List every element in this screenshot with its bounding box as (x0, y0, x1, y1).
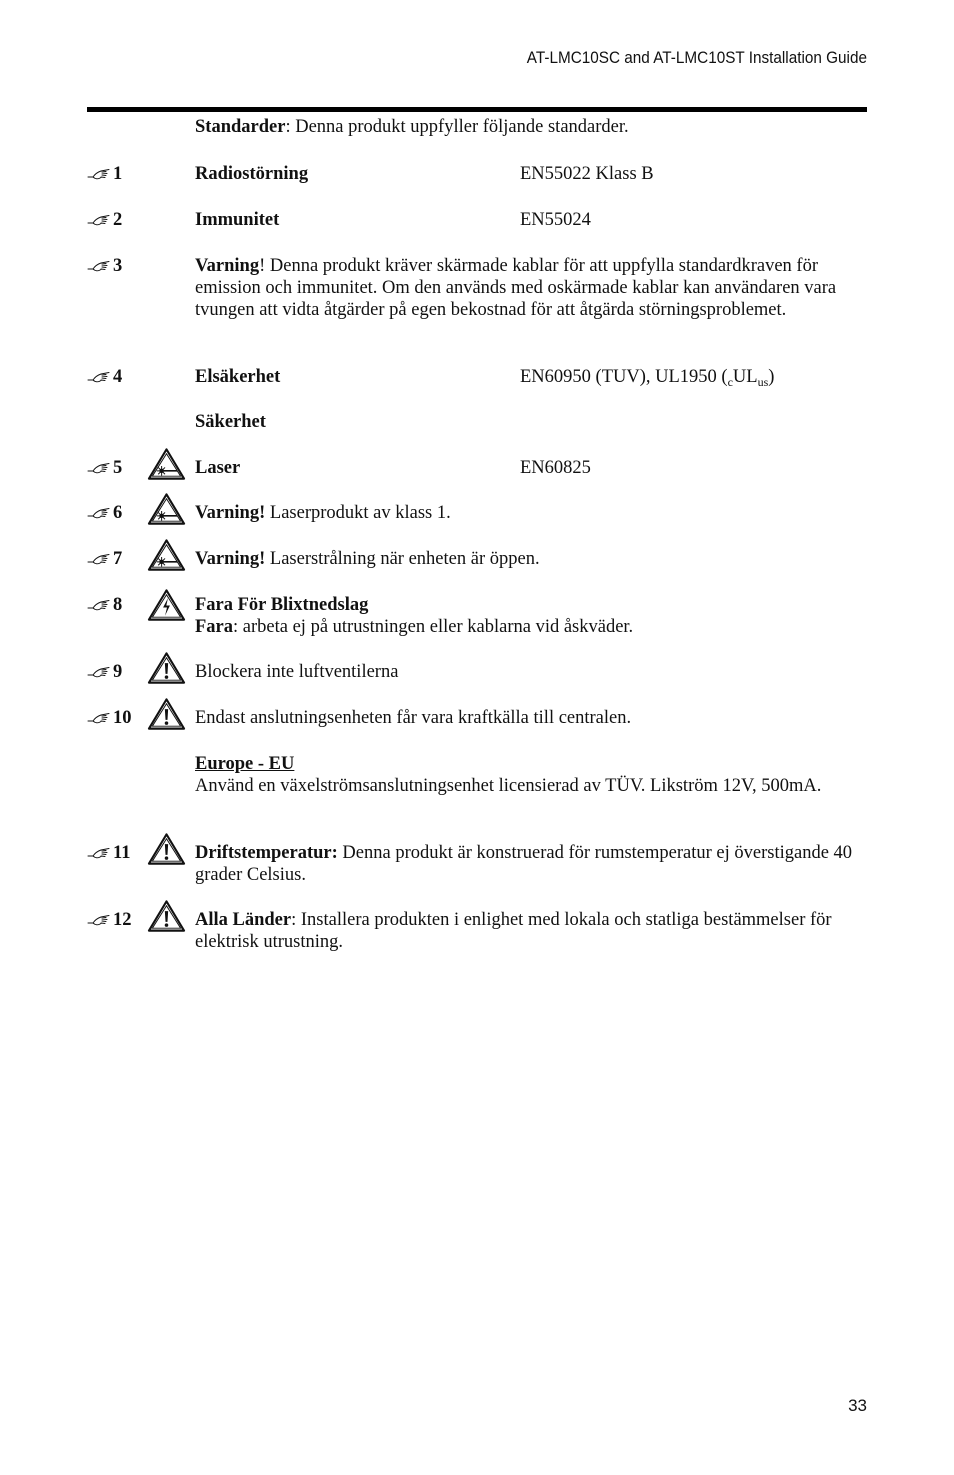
safety-heading: Säkerhet (195, 412, 266, 432)
pointing-hand-icon (87, 370, 111, 384)
pointing-hand-icon (87, 846, 111, 860)
lightning-warning-icon (147, 588, 186, 622)
intro-label: Standarder (195, 117, 286, 137)
europe-text: Använd en växelströmsanslutningsenhet licensierad av TÜV. Likström 12V, 500mA. (195, 776, 822, 796)
item-12-marker: 12 (87, 909, 132, 931)
pointing-hand-icon (87, 598, 111, 612)
page-number: 33 (848, 1396, 867, 1415)
exclamation-warning-icon (147, 651, 186, 685)
item-2-marker: 2 (87, 209, 122, 231)
item-7-text: Varning! Laserstrålning när enheten är öppen. (195, 549, 540, 569)
item-5-value: EN60825 (520, 458, 591, 478)
exclamation-warning-icon (147, 697, 186, 731)
item-2-value: EN55024 (520, 210, 591, 230)
item-11-marker: 11 (87, 842, 130, 864)
pointing-hand-icon (87, 167, 111, 181)
pointing-hand-icon (87, 213, 111, 227)
pointing-hand-icon (87, 461, 111, 475)
item-10-text: Endast anslutningsenheten får vara kraftkälla till centralen. (195, 708, 632, 728)
item-1-marker: 1 (87, 163, 122, 185)
pointing-hand-icon (87, 665, 111, 679)
item-6-marker: 6 (87, 502, 122, 524)
item-9-text: Blockera inte luftventilerna (195, 662, 399, 682)
item-6-text: Varning! Laserprodukt av klass 1. (195, 503, 451, 523)
exclamation-warning-icon (147, 832, 186, 866)
item-1-value: EN55022 Klass B (520, 164, 654, 184)
item-7-marker: 7 (87, 548, 122, 570)
pointing-hand-icon (87, 711, 111, 725)
laser-warning-icon (147, 538, 186, 572)
item-10-marker: 10 (87, 707, 132, 729)
laser-warning-icon (147, 492, 186, 526)
item-9-marker: 9 (87, 661, 122, 683)
pointing-hand-icon (87, 259, 111, 273)
page-header-title: AT-LMC10SC and AT-LMC10ST Installation Guide (526, 48, 867, 67)
item-5-label: Laser (195, 458, 241, 478)
exclamation-warning-icon (147, 899, 186, 933)
intro-text: Standarder: Denna produkt uppfyller följande standarder. (195, 117, 629, 137)
item-8-text: Fara För Blixtnedslag Fara: arbeta ej på utrustningen eller kablarna vid åskväder. (195, 595, 634, 637)
item-3-marker: 3 (87, 255, 122, 277)
item-2-label: Immunitet (195, 210, 280, 230)
laser-warning-icon (147, 447, 186, 481)
item-5-marker: 5 (87, 457, 122, 479)
item-3-text: Varning! Denna produkt kräver skärmade kablar för att uppfylla standardkraven för emission och immunitet. Om den används med oskärmade kablar kan användaren vara tvungen att vidta åtgärder på egen bekostnad för att åtgärda störningsproblemet. (195, 256, 837, 320)
pointing-hand-icon (87, 913, 111, 927)
item-4-marker: 4 (87, 366, 122, 388)
item-8-marker: 8 (87, 594, 122, 616)
europe-heading: Europe - EU (195, 754, 295, 774)
header-rule (87, 107, 867, 112)
item-1-label: Radiostörning (195, 164, 309, 184)
item-11-text: Driftstemperatur: Denna produkt är konstruerad för rumstemperatur ej överstigande 40 grader Celsius. (195, 843, 853, 885)
item-4-label: Elsäkerhet (195, 367, 281, 387)
pointing-hand-icon (87, 552, 111, 566)
item-4-value: EN60950 (TUV), UL1950 $(_cUL_{us})$ (520, 367, 775, 389)
item-12-text: Alla Länder: Installera produkten i enlighet med lokala och statliga bestämmelser för elektrisk utrustning. (195, 910, 832, 952)
pointing-hand-icon (87, 506, 111, 520)
